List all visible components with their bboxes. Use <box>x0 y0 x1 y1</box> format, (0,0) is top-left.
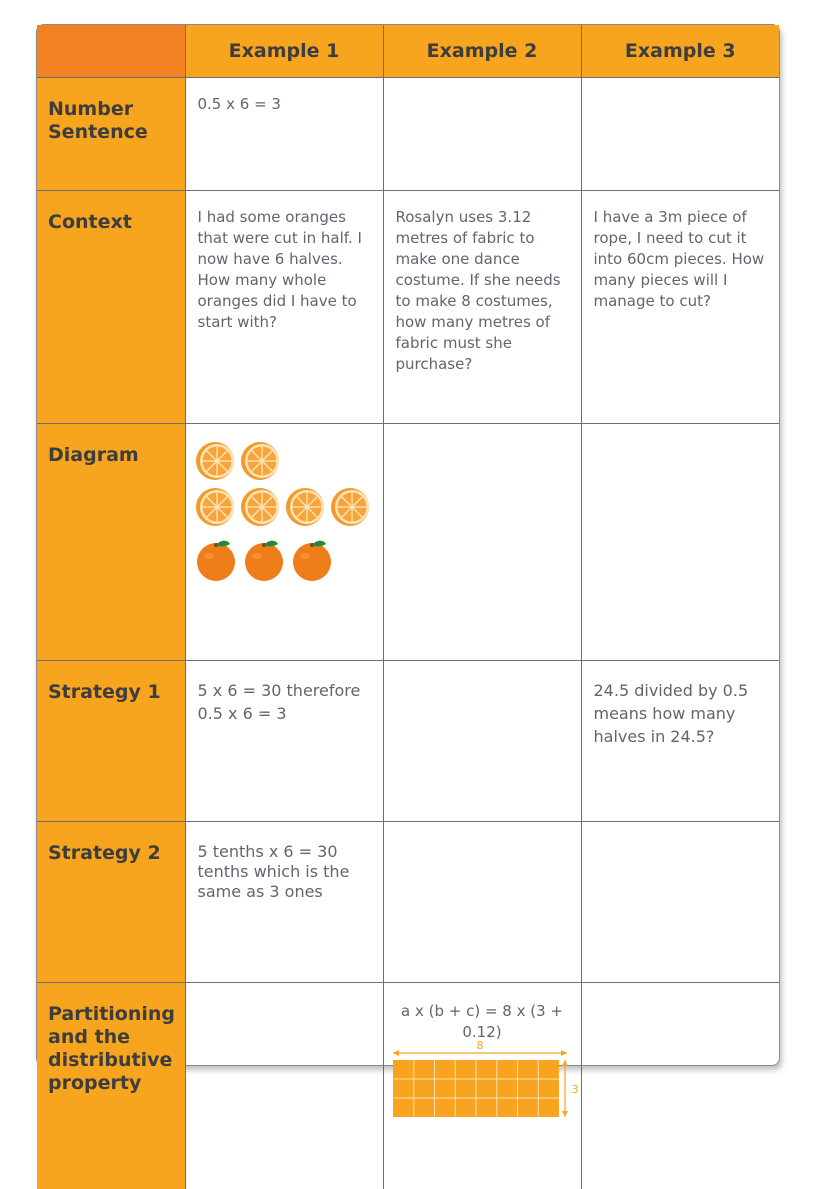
cell-partitioning-example-3 <box>581 983 779 1189</box>
cell-strategy-2-example-3 <box>581 822 779 983</box>
orange-halves-row <box>194 486 377 528</box>
column-header-example-2: Example 2 <box>383 25 581 78</box>
distributive-formula: a x (b + c) = 8 x (3 + 0.12) <box>384 983 581 1043</box>
row-number-sentence <box>37 78 779 191</box>
row-strategy-2 <box>37 822 779 983</box>
orange-half-icon <box>239 440 281 482</box>
orange-half-icon <box>329 486 371 528</box>
cell-partitioning-example-2 <box>383 983 581 1189</box>
header-row <box>37 25 779 78</box>
whole-orange-icon <box>194 538 238 582</box>
cell-number-sentence-example-1: 0.5 x 6 = 3 <box>185 78 383 191</box>
worksheet-table-card <box>36 24 780 1066</box>
row-label: Partitioning and the distributive property <box>48 1003 175 1094</box>
row-header-context <box>37 191 185 424</box>
whole-orange-icon <box>242 538 286 582</box>
row-header-number-sentence <box>37 78 185 191</box>
orange-half-icon <box>284 486 326 528</box>
row-header-diagram <box>37 424 185 661</box>
cell-number-sentence-example-3 <box>581 78 779 191</box>
cell-strategy-2-example-1: 5 tenths x 6 = 30 tenths which is the same as 3 ones <box>185 822 383 983</box>
row-context <box>37 191 779 424</box>
area-model-diagram <box>389 1043 579 1123</box>
row-label: Strategy 1 <box>48 681 161 703</box>
column-header-example-1: Example 1 <box>185 25 383 78</box>
row-label: Context <box>48 211 132 233</box>
cell-strategy-1-example-1: 5 x 6 = 30 therefore 0.5 x 6 = 3 <box>185 661 383 822</box>
row-label: Diagram <box>48 444 139 466</box>
whole-orange-icon <box>290 538 334 582</box>
row-diagram <box>37 424 779 661</box>
column-header-example-3: Example 3 <box>581 25 779 78</box>
cell-diagram-example-3 <box>581 424 779 661</box>
orange-halves-row <box>194 440 377 482</box>
cell-diagram-example-2 <box>383 424 581 661</box>
cell-strategy-1-example-3: 24.5 divided by 0.5 means how many halves in 24.5? <box>581 661 779 822</box>
cell-context-example-2: Rosalyn uses 3.12 metres of fabric to make one dance costume. If she needs to make 8 costumes, how many metres of fabric must she purchase? <box>383 191 581 424</box>
cell-diagram-example-1 <box>185 424 383 661</box>
cell-number-sentence-example-2 <box>383 78 581 191</box>
area-grid <box>393 1060 559 1117</box>
area-model <box>384 1043 581 1129</box>
height-dimension-line <box>562 1060 568 1117</box>
row-partitioning <box>37 983 779 1189</box>
row-label: Strategy 2 <box>48 842 161 864</box>
examples-table <box>37 25 779 1189</box>
whole-oranges-row <box>194 538 377 582</box>
cell-strategy-2-example-2 <box>383 822 581 983</box>
corner-cell <box>37 25 185 78</box>
orange-half-icon <box>194 486 236 528</box>
width-label: 8 <box>476 1039 483 1052</box>
row-label: Number Sentence <box>48 98 148 143</box>
cell-strategy-1-example-2 <box>383 661 581 822</box>
row-header-strategy-2 <box>37 822 185 983</box>
oranges-diagram <box>194 440 377 582</box>
row-header-strategy-1 <box>37 661 185 822</box>
cell-context-example-3: I have a 3m piece of rope, I need to cut it into 60cm pieces. How many pieces will I manage to cut? <box>581 191 779 424</box>
row-strategy-1 <box>37 661 779 822</box>
orange-half-icon <box>239 486 281 528</box>
orange-half-icon <box>194 440 236 482</box>
cell-partitioning-example-1 <box>185 983 383 1189</box>
row-header-partitioning <box>37 983 185 1189</box>
cell-context-example-1: I had some oranges that were cut in half. I now have 6 halves. How many whole oranges did I have to start with? <box>185 191 383 424</box>
height-label: 3 <box>571 1083 578 1096</box>
